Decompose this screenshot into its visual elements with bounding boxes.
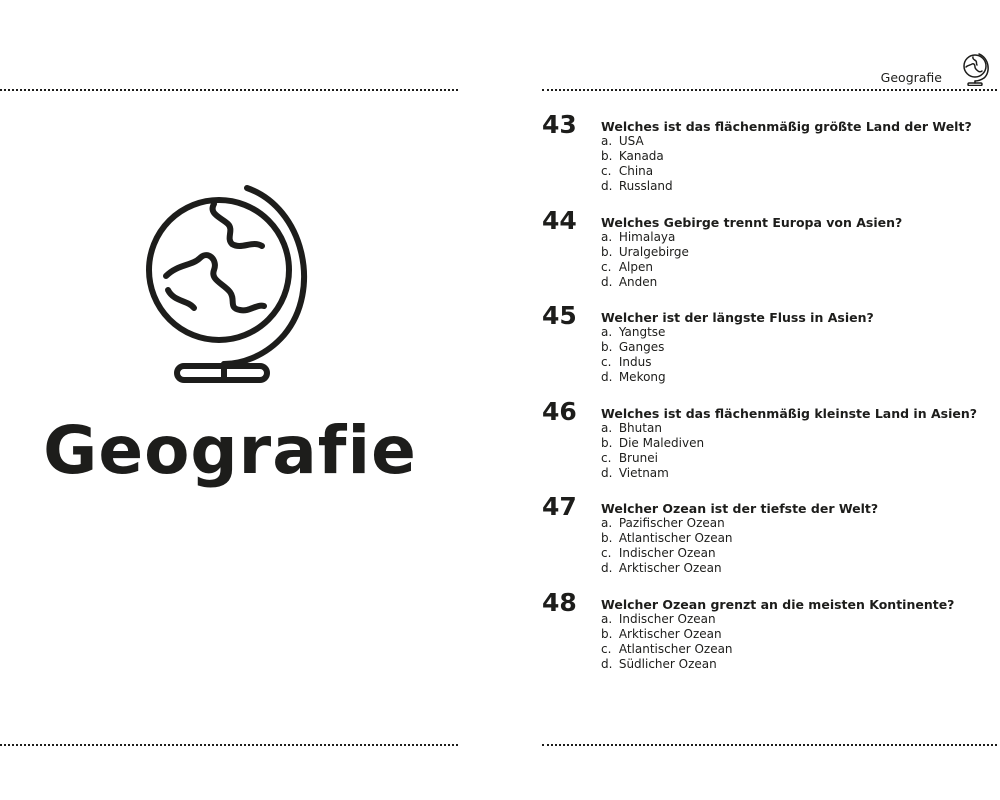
answer-letter: a.	[601, 420, 613, 435]
answer-text: Indischer Ozean	[618, 546, 716, 560]
globe-icon	[144, 180, 314, 385]
answer-text: Russland	[618, 179, 673, 193]
answer-text: Die Malediven	[618, 435, 705, 450]
answer-letter: a.	[601, 229, 613, 244]
answer-option	[601, 275, 689, 290]
running-head: Geografie	[880, 70, 942, 85]
answer-text: Anden	[618, 274, 658, 289]
question-43	[542, 112, 992, 208]
answer-text: Atlantischer Ozean	[618, 531, 733, 545]
bottom-dotted-divider	[542, 744, 997, 746]
answer-text: Mekong	[618, 370, 666, 384]
answer-letter: b.	[601, 435, 613, 450]
answer-letter: c.	[601, 450, 612, 465]
answer-letter: b.	[601, 626, 613, 641]
answer-letter: d.	[601, 561, 613, 575]
answer-option	[601, 612, 733, 627]
answer-option	[601, 164, 673, 179]
bottom-dotted-divider	[0, 744, 458, 746]
answer-list	[601, 516, 733, 576]
question-45	[542, 303, 992, 399]
answer-letter: c.	[601, 355, 612, 369]
question-46	[542, 396, 992, 495]
answer-letter: b.	[601, 244, 613, 259]
question-number: 45	[542, 301, 577, 330]
right-page	[500, 0, 1000, 800]
answer-letter: d.	[601, 179, 613, 193]
top-dotted-divider	[0, 89, 458, 91]
answer-text: Himalaya	[618, 229, 676, 244]
answer-text: Bhutan	[618, 420, 662, 435]
answer-letter: b.	[601, 340, 613, 354]
answer-option	[601, 627, 733, 642]
question-text: Welcher Ozean ist der tiefste der Welt?	[601, 501, 879, 516]
answer-letter: d.	[601, 656, 613, 671]
answer-letter: c.	[601, 259, 612, 274]
answer-option	[601, 260, 689, 275]
answer-option	[601, 149, 673, 164]
answer-text: Pazifischer Ozean	[618, 516, 725, 530]
question-number: 48	[542, 587, 577, 617]
answer-option	[601, 531, 733, 546]
answer-letter: c.	[601, 641, 612, 656]
answer-option	[601, 421, 704, 436]
question-list	[542, 112, 992, 685]
answer-list	[601, 325, 666, 385]
answer-option	[601, 546, 733, 561]
answer-option	[601, 179, 673, 194]
answer-option	[601, 325, 666, 340]
answer-option	[601, 134, 673, 149]
answer-letter: b.	[601, 531, 613, 545]
answer-text: Südlicher Ozean	[618, 656, 717, 671]
answer-text: Kanada	[618, 149, 664, 163]
question-number: 43	[542, 110, 577, 139]
question-number: 46	[542, 396, 577, 426]
chapter-title: Geografie	[43, 412, 417, 489]
answer-option	[601, 245, 689, 260]
answer-text: Alpen	[618, 259, 653, 274]
answer-text: Arktischer Ozean	[618, 561, 722, 575]
answer-text: Vietnam	[618, 465, 669, 480]
answer-letter: d.	[601, 370, 613, 384]
question-48	[542, 587, 992, 686]
question-text: Welches Gebirge trennt Europa von Asien?	[601, 214, 903, 230]
question-number: 44	[542, 205, 577, 235]
answer-text: China	[618, 164, 654, 178]
answer-option	[601, 466, 704, 481]
answer-option	[601, 340, 666, 355]
answer-letter: d.	[601, 274, 613, 289]
answer-option	[601, 561, 733, 576]
answer-list	[601, 134, 673, 194]
answer-letter: c.	[601, 546, 612, 560]
question-47	[542, 494, 992, 590]
answer-list	[601, 230, 689, 290]
answer-letter: c.	[601, 164, 612, 178]
question-text: Welcher ist der längste Fluss in Asien?	[601, 310, 874, 325]
answer-text: Yangtse	[618, 325, 666, 339]
answer-letter: b.	[601, 149, 613, 163]
answer-text: Arktischer Ozean	[618, 626, 722, 641]
question-text: Welches ist das flächenmäßig kleinste Land in Asien?	[601, 405, 977, 421]
globe-icon	[962, 52, 992, 86]
answer-letter: a.	[601, 611, 613, 626]
answer-letter: a.	[601, 134, 613, 148]
top-dotted-divider	[542, 89, 997, 91]
answer-letter: a.	[601, 325, 613, 339]
answer-text: USA	[618, 134, 644, 148]
answer-letter: d.	[601, 465, 613, 480]
answer-text: Uralgebirge	[618, 244, 689, 259]
answer-option	[601, 642, 733, 657]
answer-option	[601, 436, 704, 451]
answer-list	[601, 421, 704, 481]
answer-option	[601, 516, 733, 531]
question-44	[542, 205, 992, 304]
answer-text: Ganges	[618, 340, 665, 354]
answer-text: Indus	[618, 355, 652, 369]
answer-option	[601, 657, 733, 672]
question-text: Welcher Ozean grenzt an die meisten Kontinente?	[601, 596, 955, 612]
answer-option	[601, 370, 666, 385]
answer-option	[601, 451, 704, 466]
answer-list	[601, 612, 733, 672]
answer-text: Indischer Ozean	[618, 611, 716, 626]
answer-option	[601, 355, 666, 370]
answer-letter: a.	[601, 516, 613, 530]
question-text: Welches ist das flächenmäßig größte Land der Welt?	[601, 119, 972, 134]
answer-option	[601, 230, 689, 245]
answer-text: Brunei	[618, 450, 658, 465]
question-number: 47	[542, 492, 577, 521]
answer-text: Atlantischer Ozean	[618, 641, 733, 656]
